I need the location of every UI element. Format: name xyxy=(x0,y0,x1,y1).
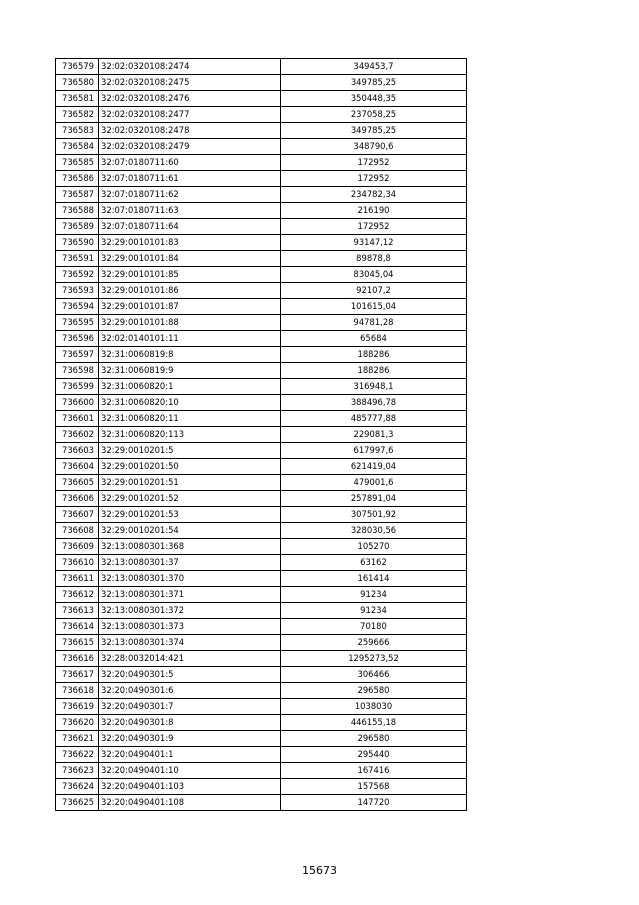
row-number-cell: 736583 xyxy=(56,123,99,139)
cadastral-number-cell: 32:29:0010101:86 xyxy=(99,283,281,299)
row-number-cell: 736602 xyxy=(56,427,99,443)
table-row xyxy=(56,107,467,123)
cadastral-number-cell: 32:13:0080301:373 xyxy=(99,619,281,635)
row-number-cell: 736624 xyxy=(56,779,99,795)
table-row xyxy=(56,523,467,539)
table-row xyxy=(56,603,467,619)
cadastral-number-cell: 32:02:0320108:2474 xyxy=(99,59,281,75)
table-row xyxy=(56,411,467,427)
table-row xyxy=(56,363,467,379)
cadastral-value-cell: 172952 xyxy=(281,219,467,235)
cadastral-number-cell: 32:29:0010101:83 xyxy=(99,235,281,251)
table-row xyxy=(56,315,467,331)
cadastral-value-cell: 348790,6 xyxy=(281,139,467,155)
table-row xyxy=(56,299,467,315)
cadastral-value-cell: 91234 xyxy=(281,587,467,603)
row-number-cell: 736588 xyxy=(56,203,99,219)
row-number-cell: 736592 xyxy=(56,267,99,283)
row-number-cell: 736617 xyxy=(56,667,99,683)
cadastral-number-cell: 32:29:0010201:54 xyxy=(99,523,281,539)
cadastral-number-cell: 32:20:0490301:5 xyxy=(99,667,281,683)
cadastral-number-cell: 32:02:0320108:2479 xyxy=(99,139,281,155)
cadastral-value-cell: 101615,04 xyxy=(281,299,467,315)
row-number-cell: 736590 xyxy=(56,235,99,251)
table-row xyxy=(56,283,467,299)
cadastral-number-cell: 32:07:0180711:62 xyxy=(99,187,281,203)
table-row xyxy=(56,235,467,251)
table-row xyxy=(56,347,467,363)
table-row xyxy=(56,443,467,459)
table-row xyxy=(56,139,467,155)
table-row xyxy=(56,123,467,139)
cadastral-value-cell: 234782,34 xyxy=(281,187,467,203)
row-number-cell: 736603 xyxy=(56,443,99,459)
table-row xyxy=(56,507,467,523)
cadastral-number-cell: 32:20:0490401:108 xyxy=(99,795,281,811)
table-row xyxy=(56,171,467,187)
row-number-cell: 736587 xyxy=(56,187,99,203)
cadastral-value-cell: 89878,8 xyxy=(281,251,467,267)
cadastral-number-cell: 32:02:0320108:2475 xyxy=(99,75,281,91)
row-number-cell: 736622 xyxy=(56,747,99,763)
table-row xyxy=(56,619,467,635)
cadastral-number-cell: 32:20:0490301:9 xyxy=(99,731,281,747)
cadastral-value-cell: 105270 xyxy=(281,539,467,555)
table-row xyxy=(56,699,467,715)
cadastral-value-cell: 1038030 xyxy=(281,699,467,715)
row-number-cell: 736613 xyxy=(56,603,99,619)
row-number-cell: 736621 xyxy=(56,731,99,747)
table-row xyxy=(56,203,467,219)
table-row xyxy=(56,331,467,347)
row-number-cell: 736598 xyxy=(56,363,99,379)
row-number-cell: 736606 xyxy=(56,491,99,507)
row-number-cell: 736619 xyxy=(56,699,99,715)
cadastral-number-cell: 32:29:0010201:50 xyxy=(99,459,281,475)
table-row xyxy=(56,75,467,91)
cadastral-number-cell: 32:29:0010101:87 xyxy=(99,299,281,315)
cadastral-value-cell: 65684 xyxy=(281,331,467,347)
row-number-cell: 736607 xyxy=(56,507,99,523)
row-number-cell: 736584 xyxy=(56,139,99,155)
cadastral-value-cell: 229081,3 xyxy=(281,427,467,443)
cadastral-value-cell: 172952 xyxy=(281,155,467,171)
row-number-cell: 736599 xyxy=(56,379,99,395)
cadastral-value-cell: 63162 xyxy=(281,555,467,571)
cadastral-number-cell: 32:07:0180711:64 xyxy=(99,219,281,235)
cadastral-number-cell: 32:20:0490301:7 xyxy=(99,699,281,715)
cadastral-number-cell: 32:29:0010201:51 xyxy=(99,475,281,491)
table-row xyxy=(56,267,467,283)
cadastral-value-cell: 94781,28 xyxy=(281,315,467,331)
table-row xyxy=(56,731,467,747)
row-number-cell: 736589 xyxy=(56,219,99,235)
row-number-cell: 736579 xyxy=(56,59,99,75)
cadastral-value-cell: 296580 xyxy=(281,731,467,747)
row-number-cell: 736591 xyxy=(56,251,99,267)
cadastral-value-cell: 91234 xyxy=(281,603,467,619)
cadastral-value-cell: 388496,78 xyxy=(281,395,467,411)
cadastral-number-cell: 32:20:0490401:10 xyxy=(99,763,281,779)
row-number-cell: 736595 xyxy=(56,315,99,331)
cadastral-number-cell: 32:31:0060820:113 xyxy=(99,427,281,443)
cadastral-number-cell: 32:02:0320108:2476 xyxy=(99,91,281,107)
table-row xyxy=(56,475,467,491)
cadastral-number-cell: 32:29:0010101:88 xyxy=(99,315,281,331)
row-number-cell: 736586 xyxy=(56,171,99,187)
cadastral-value-cell: 172952 xyxy=(281,171,467,187)
row-number-cell: 736600 xyxy=(56,395,99,411)
row-number-cell: 736601 xyxy=(56,411,99,427)
cadastral-value-cell: 617997,6 xyxy=(281,443,467,459)
cadastral-value-cell: 1295273,52 xyxy=(281,651,467,667)
cadastral-value-cell: 479001,6 xyxy=(281,475,467,491)
row-number-cell: 736582 xyxy=(56,107,99,123)
cadastral-number-cell: 32:13:0080301:370 xyxy=(99,571,281,587)
cadastral-number-cell: 32:07:0180711:61 xyxy=(99,171,281,187)
cadastral-value-cell: 306466 xyxy=(281,667,467,683)
table-row xyxy=(56,651,467,667)
cadastral-number-cell: 32:29:0010201:52 xyxy=(99,491,281,507)
table-row xyxy=(56,91,467,107)
row-number-cell: 736593 xyxy=(56,283,99,299)
cadastral-number-cell: 32:02:0320108:2478 xyxy=(99,123,281,139)
row-number-cell: 736594 xyxy=(56,299,99,315)
cadastral-number-cell: 32:02:0140101:11 xyxy=(99,331,281,347)
cadastral-number-cell: 32:31:0060820:1 xyxy=(99,379,281,395)
row-number-cell: 736614 xyxy=(56,619,99,635)
table-row xyxy=(56,747,467,763)
cadastral-number-cell: 32:20:0490301:8 xyxy=(99,715,281,731)
cadastral-value-cell: 257891,04 xyxy=(281,491,467,507)
cadastral-number-cell: 32:29:0010101:85 xyxy=(99,267,281,283)
cadastral-value-cell: 307501,92 xyxy=(281,507,467,523)
cadastral-number-cell: 32:13:0080301:37 xyxy=(99,555,281,571)
table-row xyxy=(56,219,467,235)
cadastral-value-cell: 237058,25 xyxy=(281,107,467,123)
cadastral-number-cell: 32:31:0060819:9 xyxy=(99,363,281,379)
cadastral-value-cell: 157568 xyxy=(281,779,467,795)
cadastral-number-cell: 32:20:0490401:1 xyxy=(99,747,281,763)
row-number-cell: 736609 xyxy=(56,539,99,555)
table-row xyxy=(56,59,467,75)
row-number-cell: 736604 xyxy=(56,459,99,475)
cadastral-value-cell: 161414 xyxy=(281,571,467,587)
cadastral-value-cell: 147720 xyxy=(281,795,467,811)
table-row xyxy=(56,635,467,651)
row-number-cell: 736615 xyxy=(56,635,99,651)
row-number-cell: 736612 xyxy=(56,587,99,603)
row-number-cell: 736623 xyxy=(56,763,99,779)
cadastral-value-cell: 92107,2 xyxy=(281,283,467,299)
cadastral-number-cell: 32:20:0490401:103 xyxy=(99,779,281,795)
table-body xyxy=(56,59,467,811)
row-number-cell: 736597 xyxy=(56,347,99,363)
cadastral-value-cell: 328030,56 xyxy=(281,523,467,539)
table-row xyxy=(56,427,467,443)
table-row xyxy=(56,667,467,683)
table-row xyxy=(56,587,467,603)
row-number-cell: 736608 xyxy=(56,523,99,539)
table-row xyxy=(56,379,467,395)
cadastral-value-cell: 167416 xyxy=(281,763,467,779)
row-number-cell: 736625 xyxy=(56,795,99,811)
cadastral-number-cell: 32:31:0060820:10 xyxy=(99,395,281,411)
cadastral-value-cell: 93147,12 xyxy=(281,235,467,251)
row-number-cell: 736580 xyxy=(56,75,99,91)
table-row xyxy=(56,571,467,587)
table-row xyxy=(56,187,467,203)
cadastral-number-cell: 32:13:0080301:374 xyxy=(99,635,281,651)
row-number-cell: 736596 xyxy=(56,331,99,347)
row-number-cell: 736611 xyxy=(56,571,99,587)
table-row xyxy=(56,251,467,267)
page-number: 15673 xyxy=(302,864,337,877)
row-number-cell: 736610 xyxy=(56,555,99,571)
cadastral-number-cell: 32:29:0010201:5 xyxy=(99,443,281,459)
cadastral-number-cell: 32:13:0080301:371 xyxy=(99,587,281,603)
cadastral-number-cell: 32:07:0180711:60 xyxy=(99,155,281,171)
cadastral-value-cell: 350448,35 xyxy=(281,91,467,107)
row-number-cell: 736605 xyxy=(56,475,99,491)
cadastral-value-table xyxy=(55,58,467,811)
cadastral-number-cell: 32:13:0080301:372 xyxy=(99,603,281,619)
row-number-cell: 736585 xyxy=(56,155,99,171)
cadastral-value-cell: 296580 xyxy=(281,683,467,699)
cadastral-value-cell: 349453,7 xyxy=(281,59,467,75)
row-number-cell: 736581 xyxy=(56,91,99,107)
table-row xyxy=(56,763,467,779)
table-row xyxy=(56,715,467,731)
cadastral-value-cell: 188286 xyxy=(281,363,467,379)
cadastral-value-cell: 349785,25 xyxy=(281,123,467,139)
table-row xyxy=(56,395,467,411)
table-row xyxy=(56,683,467,699)
row-number-cell: 736616 xyxy=(56,651,99,667)
cadastral-value-cell: 349785,25 xyxy=(281,75,467,91)
table-row xyxy=(56,779,467,795)
cadastral-value-cell: 188286 xyxy=(281,347,467,363)
cadastral-value-cell: 295440 xyxy=(281,747,467,763)
cadastral-value-cell: 621419,04 xyxy=(281,459,467,475)
cadastral-number-cell: 32:29:0010101:84 xyxy=(99,251,281,267)
cadastral-number-cell: 32:31:0060819:8 xyxy=(99,347,281,363)
cadastral-number-cell: 32:20:0490301:6 xyxy=(99,683,281,699)
row-number-cell: 736620 xyxy=(56,715,99,731)
cadastral-value-cell: 83045,04 xyxy=(281,267,467,283)
cadastral-number-cell: 32:02:0320108:2477 xyxy=(99,107,281,123)
cadastral-value-cell: 216190 xyxy=(281,203,467,219)
cadastral-value-cell: 446155,18 xyxy=(281,715,467,731)
table-row xyxy=(56,491,467,507)
cadastral-number-cell: 32:29:0010201:53 xyxy=(99,507,281,523)
cadastral-number-cell: 32:31:0060820:11 xyxy=(99,411,281,427)
cadastral-value-cell: 259666 xyxy=(281,635,467,651)
table-row xyxy=(56,795,467,811)
cadastral-value-cell: 70180 xyxy=(281,619,467,635)
cadastral-value-cell: 485777,88 xyxy=(281,411,467,427)
table-row xyxy=(56,555,467,571)
cadastral-number-cell: 32:28:0032014:421 xyxy=(99,651,281,667)
row-number-cell: 736618 xyxy=(56,683,99,699)
table-row xyxy=(56,539,467,555)
cadastral-number-cell: 32:07:0180711:63 xyxy=(99,203,281,219)
table-row xyxy=(56,155,467,171)
cadastral-number-cell: 32:13:0080301:368 xyxy=(99,539,281,555)
table-row xyxy=(56,459,467,475)
cadastral-value-cell: 316948,1 xyxy=(281,379,467,395)
